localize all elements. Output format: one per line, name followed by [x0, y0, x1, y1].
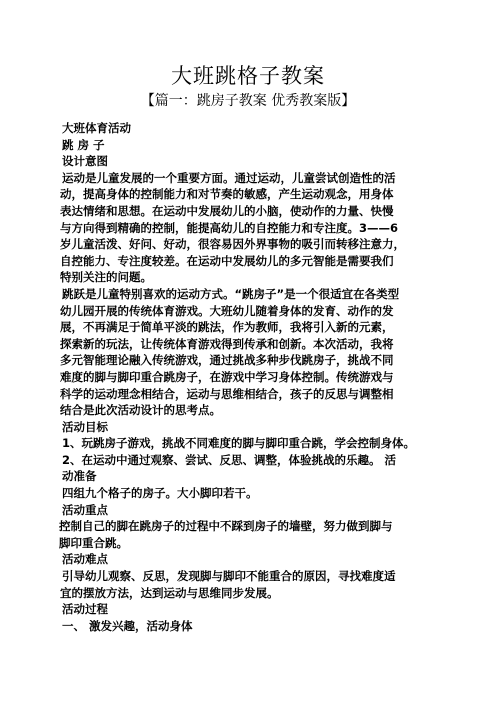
section-heading: 动准备: [62, 469, 97, 484]
paragraph-line: 与方向得到精确的控制，能提高幼儿的自控能力和专注度。3——6: [60, 220, 399, 235]
paragraph-line: 控制自己的脚在跳房子的过程中不踩到房子的墙壁，努力做到脚与: [59, 519, 393, 534]
paragraph-line: 跳跃是儿童特别喜欢的运动方式。“跳房子”是一个很适宜在各类型: [62, 286, 400, 301]
paragraph-line: 宜的摆放方法，达到运动与思维同步发展。: [60, 585, 279, 600]
paragraph-line: 结合是此次活动设计的思考点。: [60, 403, 221, 418]
paragraph-line: 自控能力、专注度较差。在运动中发展幼儿的多元智能是需要我们: [60, 253, 394, 268]
paragraph-line: 展，不再满足于简单平淡的跳法，作为教师，我将引入新的元素，: [60, 320, 394, 335]
activity-name: 跳 房 子: [62, 137, 105, 152]
section-heading: 活动难点: [62, 552, 108, 567]
paragraph-line: 难度的脚与脚印重合跳房子，在游戏中学习身体控制。传统游戏与: [60, 369, 394, 384]
paragraph-line: 幼儿园开展的传统体育游戏。大班幼儿随着身体的发育、动作的发: [60, 303, 394, 318]
paragraph-line: 岁儿童活泼、好问、好动，很容易因外界事物的吸引而转移注意力，: [60, 237, 405, 252]
section-heading: 活动过程: [62, 602, 108, 617]
document-subtitle: 【篇一：跳房子教案 优秀教案版】: [140, 93, 356, 109]
document-title: 大班跳格子教案: [171, 64, 325, 88]
paragraph-line: 运动是儿童发展的一个重要方面。通过运动，儿童尝试创造性的活: [62, 170, 396, 185]
step-heading: 一、 激发兴趣，活动身体: [62, 618, 193, 633]
paragraph-line: 表达情绪和思想。在运动中发展幼儿的小脑，使动作的力量、快慢: [60, 203, 394, 218]
paragraph-line: 四组九个格子的房子。大小脚印若干。: [62, 486, 258, 501]
paragraph-line: 科学的运动理念相结合，运动与思维相结合，孩子的反思与调整相: [60, 386, 394, 401]
paragraph-line: 动，提高身体的控制能力和对节奏的敏感，产生运动观念，用身体: [60, 187, 394, 202]
paragraph-line: 特别关注的问题。: [60, 270, 152, 285]
goal-item: 2、在运动中通过观察、尝试、反思、调整，体验挑战的乐趣。 活: [62, 452, 397, 467]
paragraph-line: 脚印重合跳。: [59, 535, 128, 550]
section-heading: 活动目标: [62, 419, 108, 434]
paragraph-line: 探索新的玩法，让传统体育游戏得到传承和创新。本次活动，我将: [60, 336, 394, 351]
section-heading: 大班体育活动: [62, 121, 131, 135]
paragraph-line: 引导幼儿观察、反思，发现脚与脚印不能重合的原因，寻找难度适: [62, 569, 396, 584]
paragraph-line: 多元智能理论融入传统游戏，通过挑战多种步伐跳房子，挑战不同: [60, 353, 394, 368]
document-body: [60, 120, 448, 634]
section-heading: 设计意图: [62, 154, 108, 169]
section-heading: 活动重点: [62, 502, 108, 517]
goal-item: 1、玩跳房子游戏，挑战不同难度的脚与脚印重合跳，学会控制身体。: [62, 436, 415, 451]
